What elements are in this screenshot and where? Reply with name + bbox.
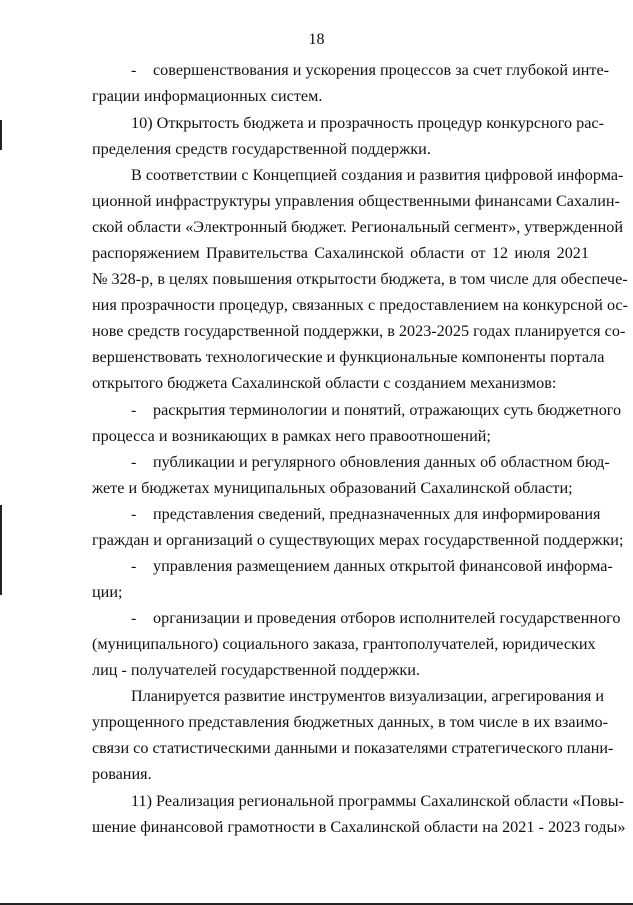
text-line: (муниципального) социального заказа, грантополучателей, юридических [92, 635, 596, 653]
scan-edge-mark [0, 120, 2, 150]
text-line: ции; [92, 583, 123, 601]
text-line: жете и бюджетах муниципальных образований Сахалинской области; [92, 479, 573, 497]
text-line: 11) Реализация региональной программы Сахалинской области «Повы- [131, 792, 624, 810]
bullet-dash: - [131, 453, 137, 471]
bullet-dash: - [131, 61, 137, 79]
text-line: совершенствования и ускорения процессов за счет глубокой инте- [153, 61, 610, 79]
text-line: распоряжением Правительства Сахалинской области от 12 июля 2021 [92, 244, 589, 262]
bullet-dash: - [131, 609, 137, 627]
text-line: представления сведений, предназначенных для информирования [153, 505, 601, 523]
text-line: лиц - получателей государственной поддержки. [92, 661, 420, 679]
bullet-dash: - [131, 401, 137, 419]
text-line: грации информационных систем. [92, 87, 323, 105]
text-line: раскрытия терминологии и понятий, отражающих суть бюджетного [153, 401, 622, 419]
text-line: упрощенного представления бюджетных данных, в том числе в их взаимо- [92, 713, 608, 731]
text-line: 10) Открытость бюджета и прозрачность процедур конкурсного рас- [131, 114, 604, 132]
bullet-dash: - [131, 505, 137, 523]
text-line: вершенствовать технологические и функциональные компоненты портала [92, 348, 605, 366]
scan-edge-mark [0, 505, 2, 595]
text-line: шение финансовой грамотности в Сахалинской области на 2021 - 2023 годы» [92, 818, 626, 836]
text-line: рования. [92, 765, 152, 783]
text-line: № 328-р, в целях повышения открытости бюджета, в том числе для обеспече- [92, 270, 628, 288]
text-line: В соответствии с Концепцией создания и развития цифровой информа- [131, 166, 624, 184]
bullet-dash: - [131, 557, 137, 575]
text-line: граждан и организаций о существующих мерах государственной поддержки; [92, 531, 624, 549]
text-line: ционной инфраструктуры управления общественными финансами Сахалин- [92, 192, 620, 210]
text-line: открытого бюджета Сахалинской области с созданием механизмов: [92, 374, 557, 392]
text-line: организации и проведения отборов исполнителей государственного [153, 609, 621, 627]
text-line: публикации и регулярного обновления данных об областном бюд- [153, 453, 610, 471]
text-line: пределения средств государственной поддержки. [92, 140, 431, 158]
text-line: управления размещением данных открытой финансовой информа- [153, 557, 613, 575]
text-line: связи со статистическими данными и показателями стратегического плани- [92, 739, 614, 757]
text-line: Планируется развитие инструментов визуализации, агрегирования и [131, 687, 605, 705]
text-line: нове средств государственной поддержки, в 2023-2025 годах планируется со- [92, 322, 626, 340]
text-line: процесса и возникающих в рамках него правоотношений; [92, 427, 491, 445]
text-line: ния прозрачности процедур, связанных с предоставлением на конкурсной ос- [92, 296, 629, 314]
page-number: 18 [308, 31, 325, 48]
text-line: ской области «Электронный бюджет. Региональный сегмент», утвержденной [92, 218, 623, 236]
